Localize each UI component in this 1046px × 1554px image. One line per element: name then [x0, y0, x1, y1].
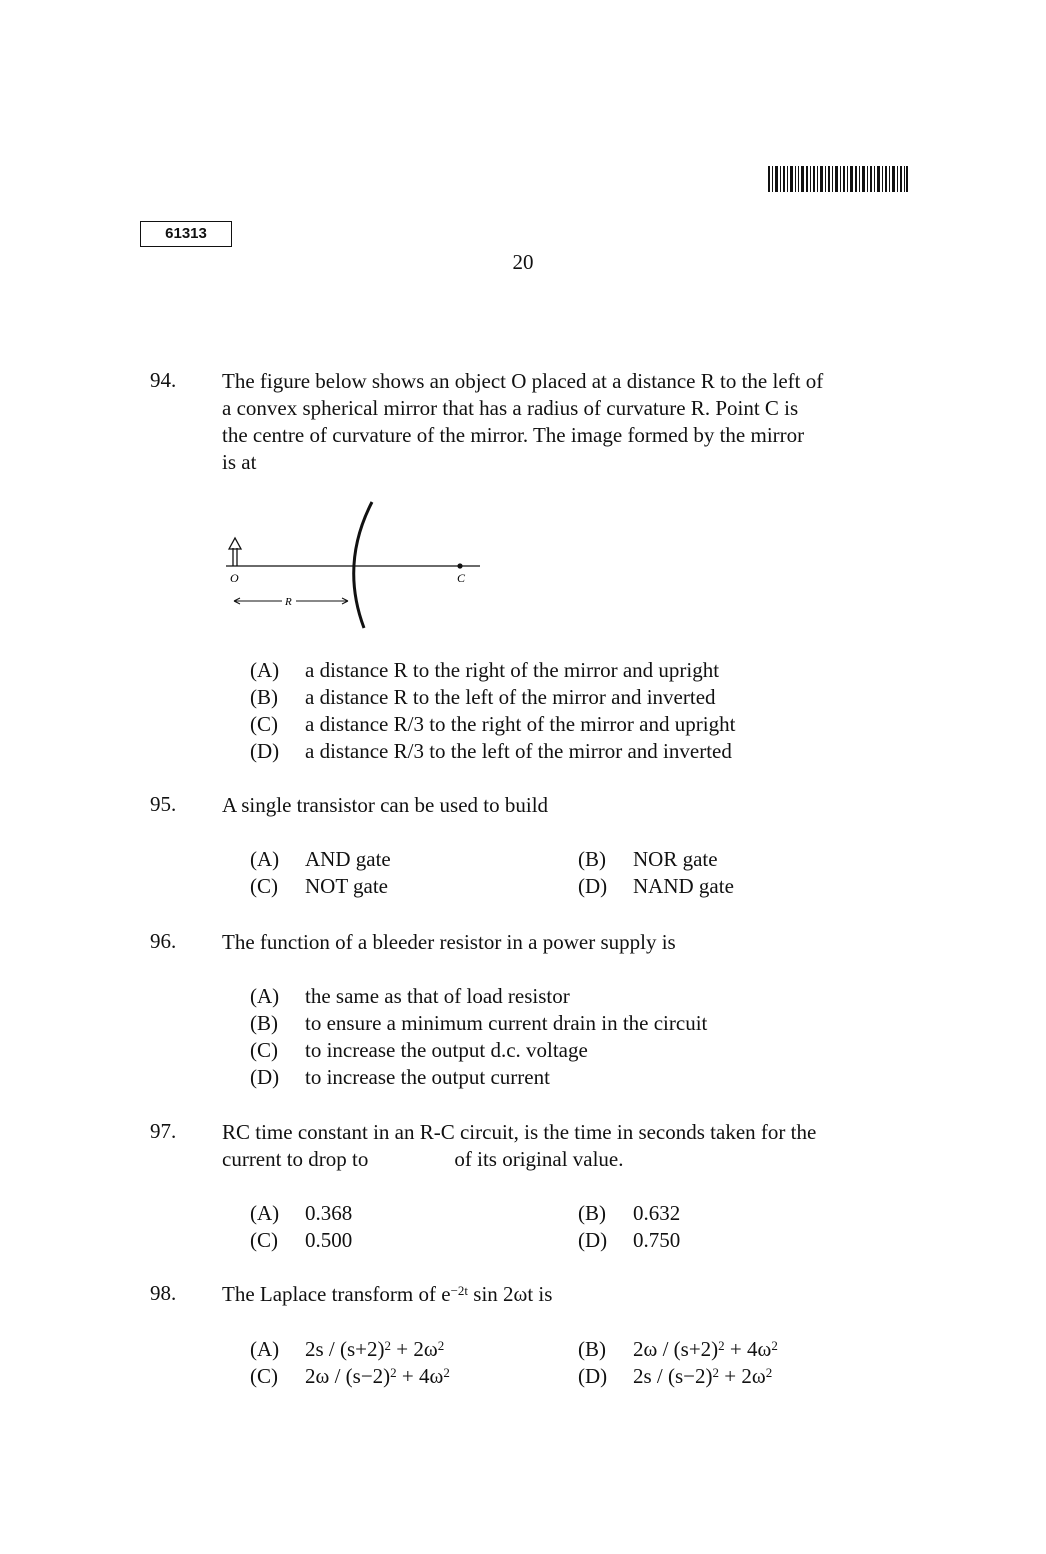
- question-number-94: 94.: [150, 368, 177, 392]
- option-94-b: [250, 684, 716, 711]
- question-94-line-1: The figure below shows an object O placed at a distance R to the left of: [222, 369, 824, 393]
- centre-point: [457, 563, 462, 568]
- option-text: to increase the output d.c. voltage: [305, 1038, 588, 1062]
- option-label: (C): [250, 712, 278, 736]
- barcode: [768, 166, 908, 192]
- superscript: 2: [443, 1365, 450, 1380]
- option-98-a: [250, 1336, 444, 1363]
- option-label: (B): [578, 847, 606, 871]
- option-text-part: 2s / (s−2): [633, 1364, 713, 1388]
- option-text: the same as that of load resistor: [305, 984, 570, 1008]
- question-text-98: [222, 1281, 902, 1308]
- option-text: NOT gate: [305, 874, 389, 898]
- option-97-a: [250, 1200, 352, 1227]
- option-text-part: + 4ω: [724, 1337, 772, 1361]
- option-label: (C): [250, 1228, 278, 1252]
- option-text: a distance R to the left of the mirror and inverted: [305, 685, 716, 709]
- option-text-part: + 2ω: [719, 1364, 766, 1388]
- option-96-b: [250, 1010, 707, 1037]
- option-text: 0.632: [633, 1201, 681, 1225]
- option-text: a distance R/3 to the left of the mirror and inverted: [305, 739, 732, 763]
- option-text-part: 2ω / (s+2): [633, 1337, 719, 1361]
- option-text: a distance R to the right of the mirror and upright: [305, 658, 720, 682]
- question-98-text-end: sin 2ωt is: [468, 1282, 553, 1306]
- question-number-98: 98.: [150, 1281, 177, 1305]
- option-label: (D): [250, 1065, 280, 1089]
- superscript: 2: [718, 1338, 725, 1353]
- question-97-line-2-end: of its original value.: [454, 1147, 624, 1171]
- option-text-part: 2ω / (s−2): [305, 1364, 391, 1388]
- question-text-97: [222, 1119, 902, 1173]
- option-98-d: [578, 1363, 772, 1390]
- option-text: to ensure a minimum current drain in the circuit: [305, 1011, 708, 1035]
- option-label: (D): [578, 1228, 608, 1252]
- option-text: 0.750: [633, 1228, 681, 1252]
- option-95-b: [578, 846, 718, 873]
- option-label: (C): [250, 1364, 278, 1388]
- option-label: (A): [250, 847, 280, 871]
- superscript: 2: [771, 1338, 778, 1353]
- exponent: −2t: [450, 1283, 469, 1298]
- question-94-line-3: the centre of curvature of the mirror. The image formed by the mirror: [222, 423, 805, 447]
- option-label: (A): [250, 1337, 280, 1361]
- option-text: NAND gate: [633, 874, 734, 898]
- option-97-c: [250, 1227, 352, 1254]
- option-98-c: [250, 1363, 450, 1390]
- superscript: 2: [384, 1338, 392, 1353]
- option-95-a: [250, 846, 391, 873]
- option-label: (A): [250, 984, 280, 1008]
- option-label: (B): [578, 1337, 606, 1361]
- question-number-95: 95.: [150, 792, 177, 816]
- distance-label: R: [285, 596, 292, 608]
- option-95-c: [250, 873, 388, 900]
- option-text: to increase the output current: [305, 1065, 550, 1089]
- question-text-95: A single transistor can be used to build: [222, 793, 549, 817]
- superscript: 2: [765, 1365, 773, 1380]
- option-text: AND gate: [305, 847, 391, 871]
- centre-label: C: [457, 571, 466, 585]
- option-label: (B): [578, 1201, 606, 1225]
- option-97-b: [578, 1200, 680, 1227]
- superscript: 2: [437, 1338, 445, 1353]
- superscript: 2: [390, 1365, 397, 1380]
- page-number: 20: [512, 250, 534, 274]
- superscript: 2: [712, 1365, 720, 1380]
- option-94-a: [250, 657, 719, 684]
- option-label: (D): [578, 1364, 608, 1388]
- option-label: (B): [250, 1011, 278, 1035]
- option-text: a distance R/3 to the right of the mirror and upright: [305, 712, 736, 736]
- question-number-97: 97.: [150, 1119, 177, 1143]
- question-94-line-2: a convex spherical mirror that has a radius of curvature R. Point C is: [222, 396, 799, 420]
- option-94-d: [250, 738, 732, 765]
- option-label: (B): [250, 685, 278, 709]
- option-text-part: 2s / (s+2): [305, 1337, 385, 1361]
- option-label: (D): [250, 739, 280, 763]
- option-97-d: [578, 1227, 680, 1254]
- convex-mirror: [354, 502, 372, 628]
- question-number-96: 96.: [150, 929, 177, 953]
- object-label: O: [230, 571, 239, 585]
- option-label: (A): [250, 1201, 280, 1225]
- option-label: (C): [250, 1038, 278, 1062]
- paper-code: 61313: [140, 221, 232, 247]
- question-text-96: The function of a bleeder resistor in a power supply is: [222, 930, 676, 954]
- question-98-text-start: The Laplace transform of e: [222, 1282, 451, 1306]
- question-97-line-2-start: current to drop to: [222, 1147, 369, 1171]
- option-96-a: [250, 983, 570, 1010]
- object-arrow: [229, 538, 241, 566]
- option-text-part: + 4ω: [396, 1364, 444, 1388]
- option-label: (D): [578, 874, 608, 898]
- option-text: NOR gate: [633, 847, 718, 871]
- question-94-line-4: is at: [222, 450, 257, 474]
- option-94-c: [250, 711, 735, 738]
- option-label: (C): [250, 874, 278, 898]
- option-98-b: [578, 1336, 778, 1363]
- option-label: (A): [250, 658, 280, 682]
- option-96-d: [250, 1064, 550, 1091]
- question-text-94: [222, 368, 902, 476]
- option-95-d: [578, 873, 734, 900]
- option-text: 0.368: [305, 1201, 353, 1225]
- option-text-part: + 2ω: [391, 1337, 438, 1361]
- question-97-line-1: RC time constant in an R-C circuit, is the time in seconds taken for the: [222, 1120, 817, 1144]
- question-97-line-2: [222, 1146, 902, 1173]
- mirror-diagram: [222, 500, 492, 635]
- option-text: 0.500: [305, 1228, 353, 1252]
- option-96-c: [250, 1037, 588, 1064]
